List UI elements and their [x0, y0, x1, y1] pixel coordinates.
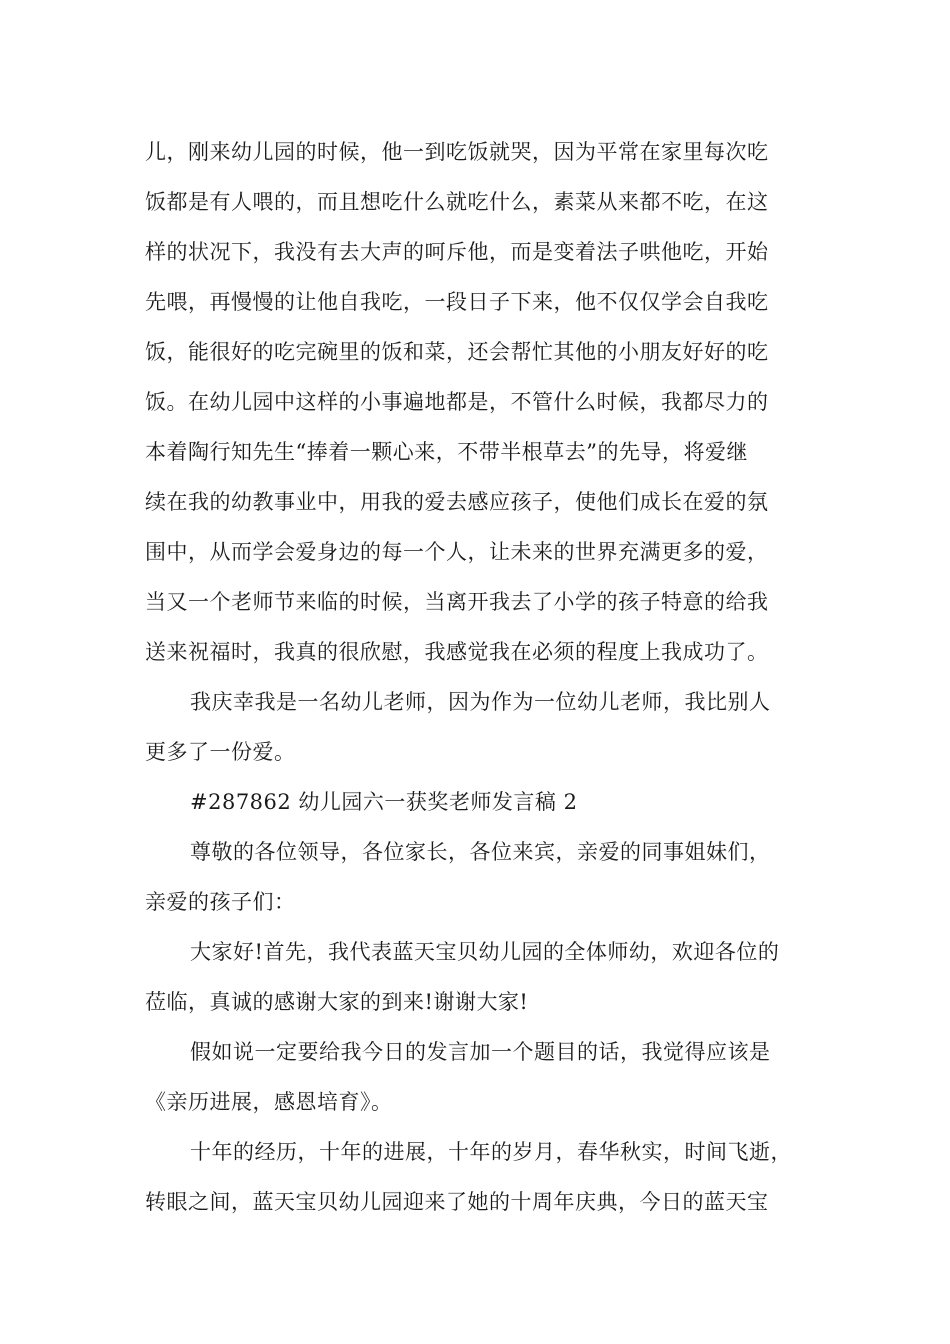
- body-text-line: 饭。在幼儿园中这样的小事遍地都是，不管什么时候，我都尽力的: [145, 390, 769, 414]
- body-text-line: 续在我的幼教事业中，用我的爱去感应孩子，使他们成长在爱的氛: [145, 490, 769, 514]
- paragraph-first-line: 尊敬的各位领导，各位家长，各位来宾，亲爱的同事姐妹们，: [190, 840, 771, 864]
- body-text-line: 当又一个老师节来临的时候，当离开我去了小学的孩子特意的给我: [145, 590, 769, 614]
- body-text-line: 更多了一份爱。: [145, 740, 296, 764]
- body-text-line: 《亲历进展，感恩培育》。: [145, 1090, 393, 1114]
- body-text-line: 饭，能很好的吃完碗里的饭和菜，还会帮忙其他的小朋友好好的吃: [145, 340, 769, 364]
- body-text-line: 样的状况下，我没有去大声的呵斥他，而是变着法子哄他吃，开始: [145, 240, 769, 264]
- body-text-line: 儿，刚来幼儿园的时候，他一到吃饭就哭，因为平常在家里每次吃: [145, 140, 769, 164]
- body-text-line: 围中，从而学会爱身边的每一个人，让未来的世界充满更多的爱，: [145, 540, 769, 564]
- body-text-line: 饭都是有人喂的，而且想吃什么就吃什么，素菜从来都不吃，在这: [145, 190, 769, 214]
- paragraph-first-line: 我庆幸我是一名幼儿老师，因为作为一位幼儿老师，我比别人: [190, 690, 771, 714]
- paragraph-first-line: 假如说一定要给我今日的发言加一个题目的话，我觉得应该是: [190, 1040, 771, 1064]
- section-heading: #287862 幼儿园六一获奖老师发言稿 2: [190, 790, 578, 814]
- body-text-line: 莅临，真诚的感谢大家的到来!谢谢大家!: [145, 990, 529, 1014]
- body-text-line: 转眼之间，蓝天宝贝幼儿园迎来了她的十周年庆典，今日的蓝天宝: [145, 1190, 769, 1214]
- paragraph-first-line: 大家好!首先，我代表蓝天宝贝幼儿园的全体师幼，欢迎各位的: [190, 940, 780, 964]
- body-text-line: 先喂，再慢慢的让他自我吃，一段日子下来，他不仅仅学会自我吃: [145, 290, 769, 314]
- body-text-line: 送来祝福时，我真的很欣慰，我感觉我在必须的程度上我成功了。: [145, 640, 769, 664]
- body-text-line: 本着陶行知先生“捧着一颗心来，不带半根草去”的先导，将爱继: [145, 440, 748, 464]
- paragraph-first-line: 十年的经历，十年的进展，十年的岁月，春华秋实，时间飞逝，: [190, 1140, 792, 1164]
- body-text-line: 亲爱的孩子们：: [145, 890, 296, 914]
